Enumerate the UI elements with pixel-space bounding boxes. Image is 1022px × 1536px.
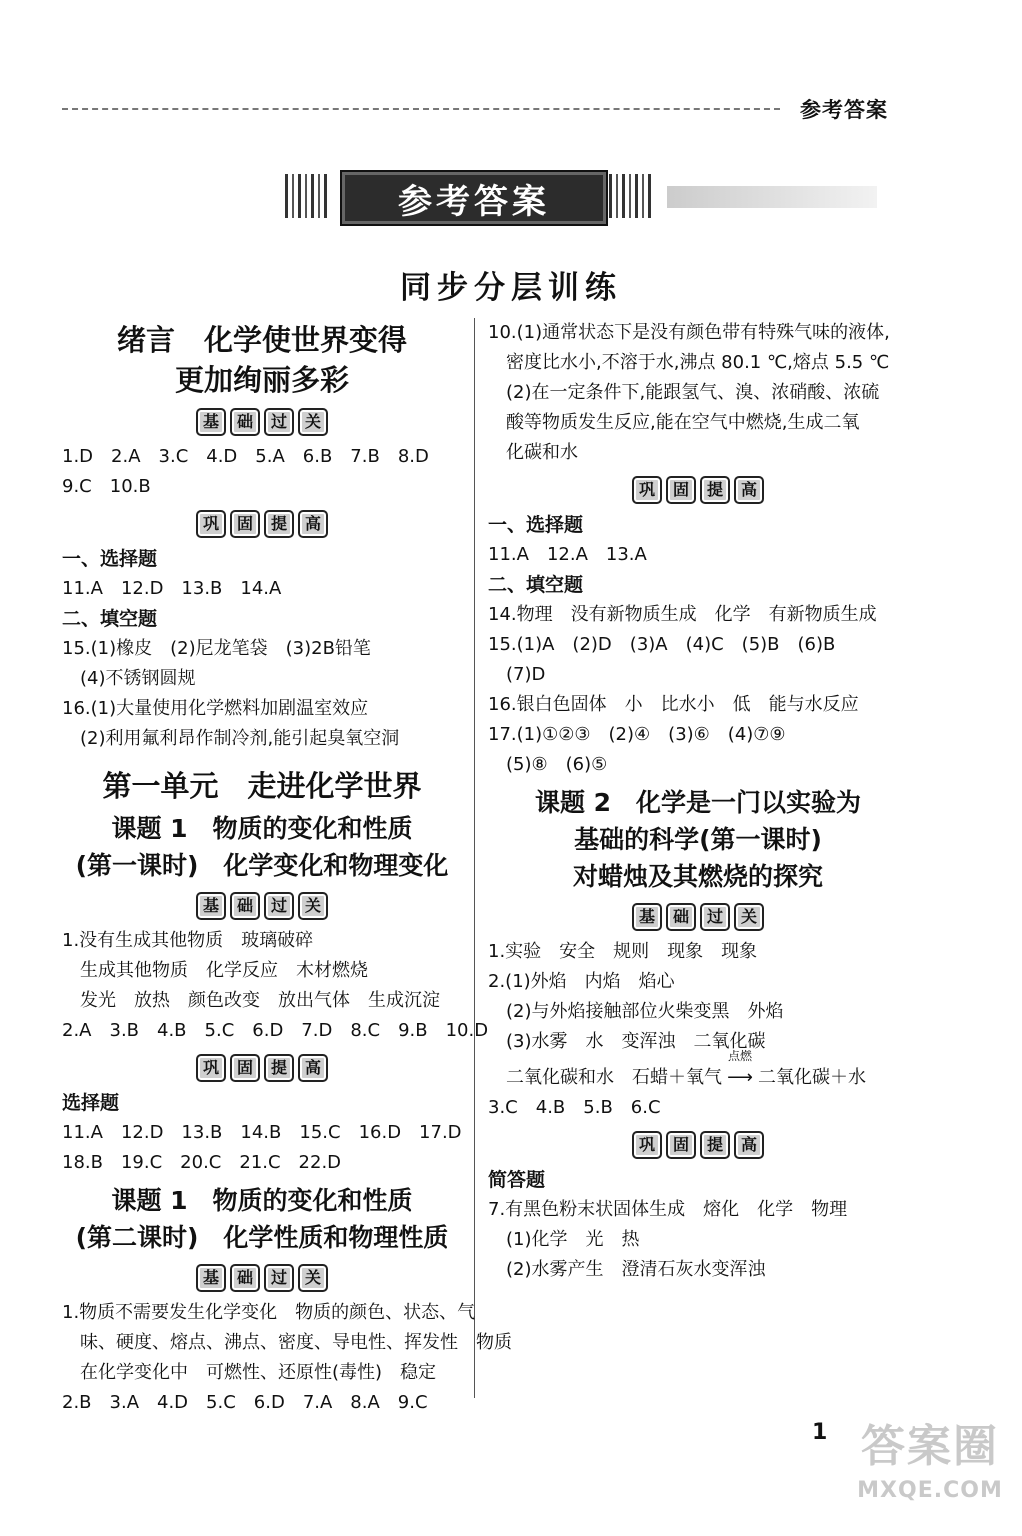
banner-stripes-left (285, 174, 331, 218)
banner-fade (667, 186, 877, 208)
answer-line: 16.银白色固体 小 比水小 低 能与水反应 (488, 694, 859, 715)
answer-line: 密度比水小,不溶于水,沸点 80.1 ℃,熔点 5.5 ℃ (506, 352, 890, 373)
answer-line: 味、硬度、熔点、沸点、密度、导电性、挥发性 物质 (80, 1332, 512, 1353)
answer-line: 14.物理 没有新物质生成 化学 有新物质生成 (488, 604, 877, 625)
watermark-url: MXQE.COM (857, 1478, 1003, 1503)
answer-line: (1)化学 光 热 (506, 1229, 640, 1250)
header-title: 参考答案 (800, 98, 888, 122)
page-number: 1 (812, 1420, 828, 1445)
category-label: 一、选择题 (488, 514, 584, 536)
badge-improve: 巩 固 提 高 (488, 476, 908, 504)
answer-line: 11.A 12.A 13.A (488, 544, 647, 565)
answer-line: 2.A 3.B 4.B 5.C 6.D 7.D 8.C 9.B 10.D (62, 1020, 489, 1041)
banner-stripes-right (609, 174, 655, 218)
badge-basic: 基 础 过 关 (62, 892, 462, 920)
badge-basic: 基 础 过 关 (62, 408, 462, 436)
intro-heading: 绪言 化学使世界变得 更加绚丽多彩 (116, 323, 407, 397)
badge-improve: 巩 固 提 高 (62, 510, 462, 538)
answer-line: 1.物质不需要发生化学变化 物质的颜色、状态、气 (62, 1302, 476, 1323)
answer-line: (3)水雾 水 变浑浊 二氧化碳 (506, 1031, 766, 1052)
combustion-equation: 二氧化碳和水 石蜡＋氧气 点燃 ⟶ 二氧化碳＋水 (488, 1063, 908, 1093)
answer-line: 3.C 4.B 5.B 6.C (488, 1097, 661, 1118)
answer-line: 生成其他物质 化学反应 木材燃烧 (80, 960, 368, 981)
answer-line: (7)D (506, 664, 546, 685)
answer-line: 17.(1)①②③ (2)④ (3)⑥ (4)⑦⑨ (488, 724, 786, 745)
answer-line: 2.B 3.A 4.D 5.C 6.D 7.A 8.A 9.C (62, 1392, 428, 1413)
answer-line: 11.A 12.D 13.B 14.B 15.C 16.D 17.D (62, 1122, 462, 1143)
answer-line: 7.有黑色粉末状固体生成 熔化 化学 物理 (488, 1199, 848, 1220)
answer-line: (2)与外焰接触部位火柴变黑 外焰 (506, 1001, 784, 1022)
answer-line: 酸等物质发生反应,能在空气中燃烧,生成二氧 (506, 412, 860, 433)
answer-line: 化碳和水 (506, 442, 578, 463)
right-column (488, 318, 908, 1285)
badge-basic: 基 础 过 关 (488, 903, 908, 931)
category-label: 选择题 (62, 1092, 120, 1114)
answer-line: (4)不锈钢圆规 (80, 668, 196, 689)
badge-improve: 巩 固 提 高 (488, 1131, 908, 1159)
answer-line: 9.C 10.B (62, 476, 151, 497)
answer-line: 1.D 2.A 3.C 4.D 5.A 6.B 7.B 8.D (62, 446, 429, 467)
reaction-arrow: 点燃 ⟶ (722, 1063, 758, 1093)
answer-line: (2)水雾产生 澄清石灰水变浑浊 (506, 1259, 766, 1280)
answer-line: 在化学变化中 可燃性、还原性(毒性) 稳定 (80, 1362, 437, 1383)
title-banner (285, 170, 885, 222)
category-label: 二、填空题 (488, 574, 584, 596)
answer-line: 18.B 19.C 20.C 21.C 22.D (62, 1152, 342, 1173)
answer-line: (2)在一定条件下,能跟氢气、溴、浓硝酸、浓硫 (506, 382, 880, 403)
answer-line: 16.(1)大量使用化学燃料加剧温室效应 (62, 698, 369, 719)
topic2-heading: 课题 2 化学是一门以实验为 基础的科学(第一课时) 对蜡烛及其燃烧的探究 (534, 788, 862, 891)
watermark-logo (845, 1418, 1015, 1528)
column-divider (474, 318, 475, 1398)
category-label: 二、填空题 (62, 608, 158, 630)
reaction-condition: 点燃 (727, 1049, 752, 1063)
unit1-heading: 第一单元 走进化学世界 (102, 769, 422, 803)
banner-title: 参考答案 (340, 170, 608, 226)
answer-line: 15.(1)A (2)D (3)A (4)C (5)B (6)B (488, 634, 836, 655)
answer-line: (2)利用氟利昂作制冷剂,能引起臭氧空洞 (80, 728, 400, 749)
answer-line: 1.没有生成其他物质 玻璃破碎 (62, 930, 314, 951)
answer-line: 发光 放热 颜色改变 放出气体 生成沉淀 (80, 990, 440, 1011)
answer-line: 15.(1)橡皮 (2)尼龙笔袋 (3)2B铅笔 (62, 638, 371, 659)
section-title: 同步分层训练 (400, 270, 622, 306)
answer-line: 10.(1)通常状态下是没有颜色带有特殊气味的液体, (488, 322, 890, 343)
answer-line: 11.A 12.D 13.B 14.A (62, 578, 282, 599)
answer-line: 2.(1)外焰 内焰 焰心 (488, 971, 675, 992)
badge-improve: 巩 固 提 高 (62, 1054, 462, 1082)
category-label: 一、选择题 (62, 548, 158, 570)
answer-line: (5)⑧ (6)⑤ (506, 754, 608, 775)
topic1b-heading: 课题 1 物质的变化和性质 (第二课时) 化学性质和物理性质 (75, 1186, 449, 1252)
watermark-text: 答案圈 (861, 1421, 999, 1472)
answer-line: 1.实验 安全 规则 现象 现象 (488, 941, 758, 962)
header-rule (62, 108, 780, 110)
topic1a-heading: 课题 1 物质的变化和性质 (第一课时) 化学变化和物理变化 (75, 814, 449, 880)
badge-basic: 基 础 过 关 (62, 1264, 462, 1292)
category-label: 简答题 (488, 1169, 546, 1191)
left-column (62, 318, 512, 1418)
